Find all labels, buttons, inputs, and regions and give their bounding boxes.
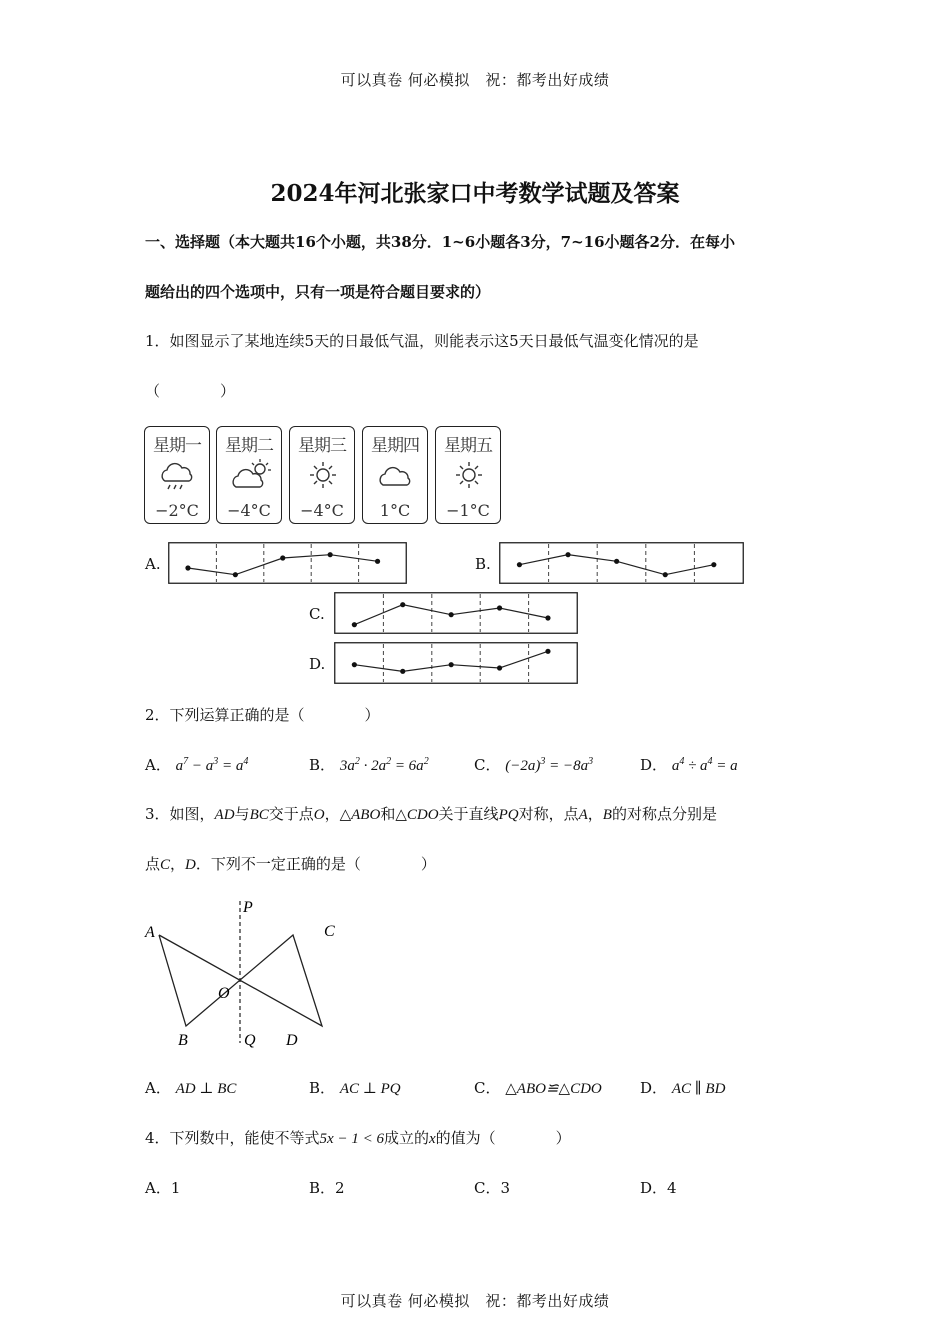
sun-icon <box>449 459 489 495</box>
question-3-option-a <box>145 1077 236 1098</box>
temperature: −2°C <box>155 501 199 520</box>
option-value: 1 <box>170 1179 181 1197</box>
graph-point <box>185 565 190 570</box>
graph-point <box>352 662 357 667</box>
option-label: B． <box>309 1079 336 1097</box>
q3-text: 的对称点分别是 <box>611 805 717 823</box>
weather-card-friday <box>435 426 501 524</box>
graph-line <box>519 555 713 575</box>
graph-point <box>375 559 380 564</box>
option-label: A． <box>145 1179 171 1197</box>
label-c: C <box>324 923 335 940</box>
q4-text: 4．下列数中，能使不等式 <box>145 1129 320 1147</box>
sun-icon <box>303 459 343 495</box>
day-label: 星期二 <box>225 436 273 456</box>
q3-text: ．下列不一定正确的是（ ） <box>195 855 436 873</box>
temperature: −4°C <box>227 501 271 520</box>
q4-inequality: 5x − 1 < 6 <box>319 1131 384 1147</box>
section-heading-line2: 题给出的四个选项中，只有一项是符合题目要求的） <box>145 283 491 301</box>
q3-point-a: A <box>578 807 588 823</box>
question-4-option-b <box>309 1177 345 1198</box>
q3-triangle-abo: △ABO <box>339 807 381 823</box>
option-text: AC ⊥ PQ <box>339 1081 401 1097</box>
graph-frame <box>169 543 407 584</box>
option-text: AC ∥ BD <box>671 1081 726 1097</box>
label-d: D <box>286 1032 298 1049</box>
question-3-option-b <box>309 1077 401 1098</box>
graph-point <box>400 602 405 607</box>
graph-point <box>328 552 333 557</box>
q3-text: 和 <box>380 805 396 823</box>
option-label: C． <box>474 1179 501 1197</box>
graph-point <box>233 572 238 577</box>
question-4-option-a <box>145 1177 180 1198</box>
q3-point-d: D <box>185 857 196 873</box>
q4-text: 成立的 <box>383 1129 429 1147</box>
page-title: 2024年河北张家口中考数学试题及答案 <box>270 180 680 207</box>
temperature: −1°C <box>446 501 490 520</box>
option-d-label: D. <box>309 655 326 673</box>
label-a: A <box>145 924 155 941</box>
q3-text: ， <box>587 805 603 823</box>
bowtie-triangles <box>159 935 322 1026</box>
option-formula: $a^7 - a^3 = a^4$ <box>175 756 249 774</box>
day-label: 星期一 <box>153 436 201 456</box>
weather-card-wednesday <box>289 426 355 524</box>
option-value: 3 <box>500 1179 511 1197</box>
graph-point <box>711 562 716 567</box>
graph-frame <box>335 593 578 634</box>
option-a-label: A. <box>145 555 161 573</box>
weather-card-monday <box>144 426 210 524</box>
graph-point <box>565 552 570 557</box>
question-2-option-c <box>474 754 593 775</box>
option-formula: $(-2a)^3 = -8a^3$ <box>505 756 594 774</box>
q3-text: 与 <box>234 805 250 823</box>
weather-card-thursday <box>362 426 428 524</box>
label-o: O <box>218 985 230 1002</box>
option-label: D． <box>640 1179 668 1197</box>
option-text: AD ⊥ BC <box>175 1081 237 1097</box>
rain-cloud-icon <box>158 459 198 495</box>
graph-point <box>280 555 285 560</box>
label-p: P <box>243 899 253 916</box>
graph-point <box>545 615 550 620</box>
q3-text: 交于点 <box>268 805 314 823</box>
option-formula: $a^4 \div a^4 = a$ <box>671 756 738 774</box>
question-2-option-d <box>640 754 738 775</box>
day-label: 星期四 <box>371 436 419 456</box>
q3-segment-ad: AD <box>214 807 235 823</box>
graph-point <box>497 605 502 610</box>
q3-segment-bc: BC <box>249 807 269 823</box>
option-formula: $3a^2 \cdot 2a^2 = 6a^2$ <box>339 756 429 774</box>
option-d-graph <box>334 642 578 684</box>
question-3-stem-line1 <box>145 803 717 824</box>
q3-point-b: B <box>602 807 612 823</box>
question-3-figure <box>140 893 350 1053</box>
question-2-option-b <box>309 754 429 775</box>
q3-text: 关于直线 <box>438 805 499 823</box>
question-2-stem: 2．下列运算正确的是（ ） <box>145 706 380 724</box>
graph-frame <box>335 643 578 684</box>
temperature: −4°C <box>300 501 344 520</box>
q3-text: ， <box>170 855 186 873</box>
q3-triangle-cdo: △CDO <box>395 807 439 823</box>
graph-point <box>449 612 454 617</box>
option-value: 4 <box>667 1179 677 1197</box>
cloud-icon <box>376 459 416 495</box>
page-header: 可以真卷 何必模拟 祝：都考出好成绩 <box>340 71 610 89</box>
question-4-stem <box>145 1127 571 1148</box>
q3-line-pq: PQ <box>498 807 519 823</box>
graph-point <box>352 622 357 627</box>
question-4-option-d <box>640 1177 677 1198</box>
q3-text: 对称，点 <box>518 805 579 823</box>
q4-text: 的值为（ ） <box>435 1129 571 1147</box>
temperature: 1°C <box>379 501 411 520</box>
section-heading-line1: 一、选择题（本大题共16个小题，共38分．1~6小题各3分，7~16小题各2分．在每小 <box>145 233 735 251</box>
option-label: D． <box>640 1079 668 1097</box>
option-label: A． <box>145 1079 171 1097</box>
question-3-stem-line2 <box>145 853 436 874</box>
option-c-label: C. <box>309 605 325 623</box>
day-label: 星期五 <box>444 436 492 456</box>
q4-variable-x: x <box>428 1131 436 1147</box>
q3-text: 3．如图， <box>145 805 215 823</box>
graph-point <box>663 572 668 577</box>
option-c-graph <box>334 592 578 634</box>
graph-point <box>517 562 522 567</box>
label-q: Q <box>244 1032 256 1049</box>
option-a-graph <box>168 542 407 584</box>
option-label: C． <box>474 1079 501 1097</box>
q3-text: 点 <box>145 855 161 873</box>
option-label: A． <box>145 756 171 774</box>
label-b: B <box>178 1032 188 1049</box>
option-text: △ABO≌△CDO <box>505 1081 602 1097</box>
day-label: 星期三 <box>298 436 346 456</box>
question-1-stem: 1．如图显示了某地连续5天的日最低气温，则能表示这5天日最低气温变化情况的是 <box>145 332 699 350</box>
option-label: C． <box>474 756 501 774</box>
question-2-option-a <box>145 754 248 775</box>
q3-text: ， <box>324 805 340 823</box>
sun-cloud-icon <box>230 459 274 495</box>
graph-point <box>545 649 550 654</box>
option-label: D． <box>640 756 668 774</box>
graph-point <box>449 662 454 667</box>
question-3-option-d <box>640 1077 725 1098</box>
q3-point-c: C <box>160 857 171 873</box>
graph-point <box>497 665 502 670</box>
option-b-label: B. <box>475 555 491 573</box>
q3-point-o: O <box>313 807 325 823</box>
question-4-option-c <box>474 1177 510 1198</box>
graph-point <box>400 669 405 674</box>
option-value: 2 <box>335 1179 345 1197</box>
page-footer: 可以真卷 何必模拟 祝：都考出好成绩 <box>340 1292 610 1310</box>
weather-card-tuesday <box>216 426 282 524</box>
question-1-answer-paren: （ ） <box>145 382 236 400</box>
graph-point <box>614 559 619 564</box>
question-3-option-c <box>474 1077 602 1098</box>
option-label: B． <box>309 756 336 774</box>
option-label: B． <box>309 1179 336 1197</box>
option-b-graph <box>499 542 744 584</box>
